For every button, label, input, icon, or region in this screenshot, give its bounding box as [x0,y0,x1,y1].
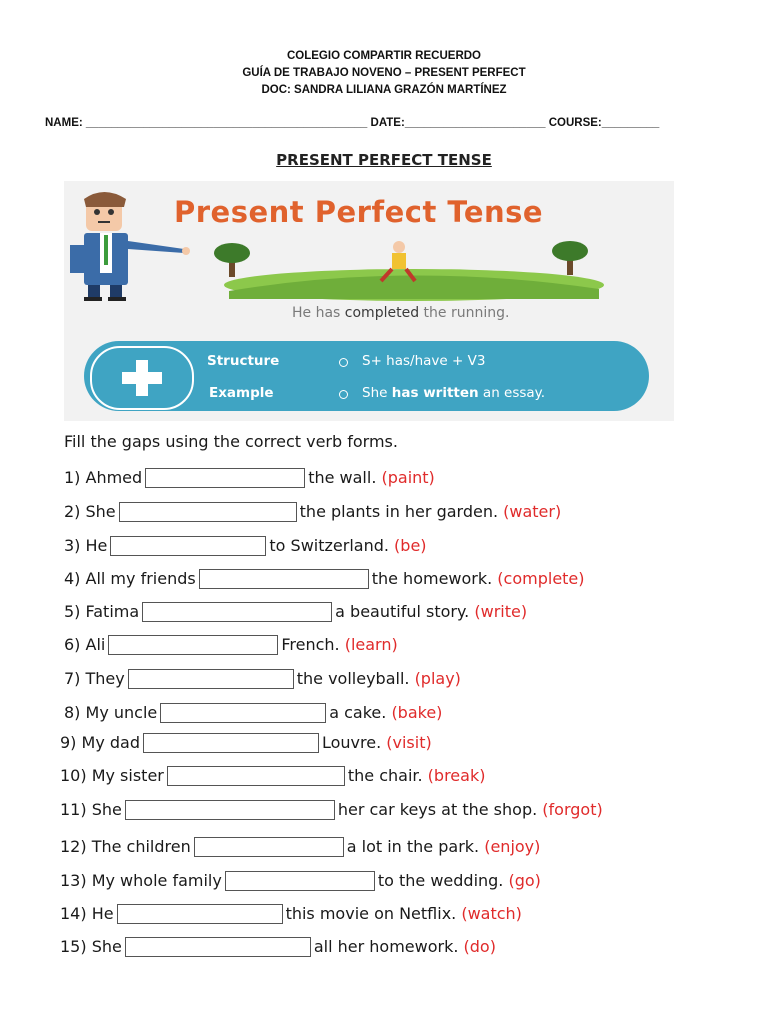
banner-caption: He has completed the running. [292,305,510,321]
name-label: NAME: [45,117,83,129]
verb-hint: (watch) [461,903,522,923]
exercise-item [60,834,540,858]
exercise-continuation: all her homework. [313,936,464,956]
exercise-item [64,499,561,523]
exercise-item [60,934,496,958]
teacher-name: DOC: SANDRA LILIANA GRAZÓN MARTÍNEZ [261,84,507,96]
section-title: PRESENT PERFECT TENSE [276,151,492,169]
exercise-prompt: 6) Ali [64,634,106,654]
exercise-prompt: 8) My uncle [64,702,158,722]
verb-hint: (write) [474,601,528,621]
exercise-continuation: this movie on Netflix. [285,903,462,923]
structure-label: Structure [207,353,280,369]
answer-blank[interactable] [194,837,344,857]
exercise-continuation: the wall. [308,467,382,487]
exercise-item [64,666,461,690]
exercise-prompt: 3) He [64,535,108,555]
answer-blank[interactable] [125,937,311,957]
exercise-item [60,868,541,892]
exercise-prompt: 7) They [64,668,125,688]
student-info-row [45,117,725,129]
exercise-item [60,730,432,754]
answer-blank[interactable] [108,635,278,655]
answer-blank[interactable] [160,703,326,723]
exercise-prompt: 12) The children [60,836,191,856]
course-field[interactable]: _________ [601,117,660,129]
exercise-item [64,700,442,724]
verb-hint: (complete) [497,568,585,588]
date-field[interactable]: ______________________ [404,117,546,129]
example-label: Example [209,385,274,401]
date-label: DATE: [370,117,405,129]
exercise-item [60,797,603,821]
exercise-item [64,599,527,623]
exercise-continuation: to Switzerland. [269,535,395,555]
exercise-item [64,465,435,489]
exercise-prompt: 4) All my friends [64,568,196,588]
verb-hint: (bake) [391,702,443,722]
structure-value: S+ has/have + V3 [362,353,486,369]
guide-title: GUÍA DE TRABAJO NOVENO – PRESENT PERFECT [242,67,526,79]
verb-hint: (be) [394,535,427,555]
answer-blank[interactable] [119,502,297,522]
verb-hint: (visit) [386,732,432,752]
verb-hint: (go) [508,870,541,890]
example-value: She has written an essay. [362,385,546,401]
exercise-item [60,901,522,925]
exercise-continuation: to the wedding. [377,870,509,890]
answer-blank[interactable] [117,904,283,924]
example-bullet-icon [339,390,348,399]
answer-blank[interactable] [128,669,294,689]
instructions: Fill the gaps using the correct verb forms. [64,432,398,451]
exercise-prompt: 1) Ahmed [64,467,143,487]
exercise-continuation: her car keys at the shop. [337,799,543,819]
exercise-prompt: 9) My dad [60,732,140,752]
answer-blank[interactable] [142,602,332,622]
verb-hint: (learn) [344,634,398,654]
exercise-continuation: the volleyball. [296,668,415,688]
exercise-prompt: 14) He [60,903,114,923]
answer-blank[interactable] [145,468,305,488]
answer-blank[interactable] [225,871,375,891]
exercise-continuation: French. [281,634,345,654]
verb-hint: (enjoy) [484,836,541,856]
exercise-prompt: 13) My whole family [60,870,222,890]
banner-title: Present Perfect Tense [174,195,544,229]
answer-blank[interactable] [199,569,369,589]
exercise-continuation: the chair. [347,765,428,785]
exercise-continuation: the homework. [371,568,498,588]
verb-hint: (water) [503,501,562,521]
school-name: COLEGIO COMPARTIR RECUERDO [286,50,481,62]
answer-blank[interactable] [110,536,266,556]
present-perfect-banner [64,181,674,421]
structure-bullet-icon [339,358,348,367]
answer-blank[interactable] [167,766,345,786]
plus-icon [122,360,162,396]
exercise-item [64,566,585,590]
verb-hint: (paint) [381,467,435,487]
plus-badge [90,346,194,410]
exercise-prompt: 10) My sister [60,765,164,785]
name-field[interactable]: ____________________________________________ [85,117,368,129]
verb-hint: (do) [463,936,496,956]
exercise-prompt: 15) She [60,936,122,956]
exercise-prompt: 5) Fatima [64,601,140,621]
exercise-continuation: a lot in the park. [346,836,485,856]
exercise-item [64,533,427,557]
exercise-continuation: a cake. [329,702,392,722]
exercise-prompt: 11) She [60,799,122,819]
exercise-continuation: Louvre. [321,732,387,752]
exercise-continuation: the plants in her garden. [299,501,504,521]
exercise-continuation: a beautiful story. [335,601,475,621]
verb-hint: (play) [414,668,461,688]
verb-hint: (break) [427,765,486,785]
running-scene-illustration [209,241,619,301]
exercise-prompt: 2) She [64,501,116,521]
answer-blank[interactable] [143,733,319,753]
exercise-item [64,632,398,656]
verb-hint: (forgot) [542,799,603,819]
course-label: COURSE: [548,117,602,129]
answer-blank[interactable] [125,800,335,820]
exercise-item [60,763,485,787]
